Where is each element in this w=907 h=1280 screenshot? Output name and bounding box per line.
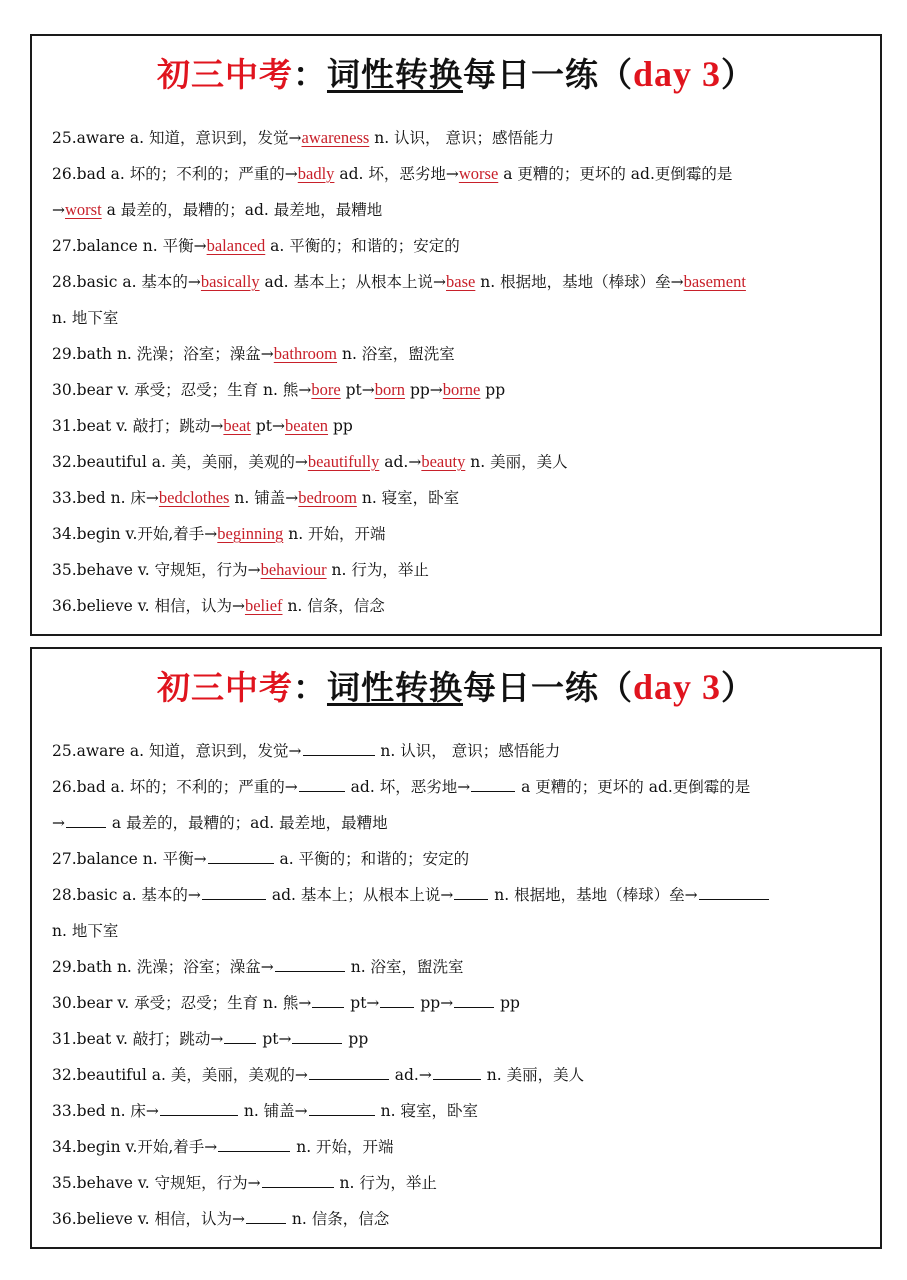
answer-word: beat xyxy=(223,416,251,435)
answer-blank[interactable] xyxy=(454,991,494,1008)
answer-word: base xyxy=(446,272,476,291)
answer-blank[interactable] xyxy=(454,883,488,900)
entry-text: n. 认识， 意识；感悟能力 xyxy=(375,742,561,760)
entry-text: ad. 坏，恶劣地→ xyxy=(334,165,459,183)
entry-text: n. 信条，信念 xyxy=(286,1210,390,1228)
entry-text: n. 美丽，美人 xyxy=(481,1066,585,1084)
exercise-row xyxy=(52,1201,870,1237)
exercise-row xyxy=(52,769,870,805)
entry-text: ad.→ xyxy=(389,1066,432,1084)
entry-text: 31.beat v. 敲打；跳动→ xyxy=(52,417,224,435)
answer-word: basically xyxy=(200,272,260,291)
answer-blank[interactable] xyxy=(208,847,274,864)
entry-text: pp xyxy=(495,994,520,1012)
entry-text: 25.aware a. 知道，意识到，发觉→ xyxy=(52,129,302,147)
answer-key-row xyxy=(52,408,870,444)
title-topic: 词性转换 xyxy=(326,55,463,94)
exercise-row xyxy=(52,1129,870,1165)
answer-key-row xyxy=(52,480,870,516)
answer-key-row xyxy=(52,588,870,624)
entry-text: ad. 基本上；从根本上说→ xyxy=(259,273,447,291)
entry-text: n. 浴室，盥洗室 xyxy=(345,958,464,976)
exercise-row xyxy=(52,1093,870,1129)
entry-text: n. 信条，信念 xyxy=(282,597,385,615)
entry-text: pp→ xyxy=(405,381,443,399)
entry-text: 29.bath n. 洗澡；浴室；澡盆→ xyxy=(52,958,274,976)
answer-key-row xyxy=(52,156,870,192)
answer-blank[interactable] xyxy=(202,883,266,900)
answer-key-row xyxy=(52,552,870,588)
exercise-row xyxy=(52,1057,870,1093)
answer-word: beginning xyxy=(217,524,284,543)
entry-text: a. 平衡的；和谐的；安定的 xyxy=(274,850,470,868)
entry-text: 34.begin v.开始,着手→ xyxy=(52,1138,218,1156)
entry-text: n. 浴室，盥洗室 xyxy=(337,345,455,363)
answer-word: balanced xyxy=(206,236,266,255)
answer-key-row xyxy=(52,336,870,372)
entry-text: 25.aware a. 知道，意识到，发觉→ xyxy=(52,742,302,760)
answer-word: bedclothes xyxy=(158,488,230,507)
entry-text: ad.→ xyxy=(379,453,422,471)
entry-text: 32.beautiful a. 美，美丽，美观的→ xyxy=(52,453,308,471)
title-daily-practice: 每日一练（ xyxy=(462,55,633,94)
entry-text: n. 地下室 xyxy=(52,922,119,940)
answer-key-list xyxy=(52,120,870,624)
entry-text: n. 寝室，卧室 xyxy=(356,489,460,507)
answer-word: badly xyxy=(297,164,335,183)
answer-word: beaten xyxy=(284,416,329,435)
answer-word: awareness xyxy=(301,128,370,147)
entry-text: 27.balance n. 平衡→ xyxy=(52,237,207,255)
answer-key-row xyxy=(52,372,870,408)
entry-text: 36.believe v. 相信，认为→ xyxy=(52,597,245,615)
entry-text: 36.believe v. 相信，认为→ xyxy=(52,1210,245,1228)
answer-word: bedroom xyxy=(298,488,357,507)
entry-text: 30.bear v. 承受；忍受；生育 n. 熊→ xyxy=(52,381,312,399)
title-close-paren: ） xyxy=(721,55,756,94)
exercise-panel xyxy=(30,647,882,1249)
title-colon: ： xyxy=(292,55,327,94)
title-daily-practice: 每日一练（ xyxy=(462,668,633,707)
entry-text: 29.bath n. 洗澡；浴室；澡盆→ xyxy=(52,345,274,363)
exercise-row xyxy=(52,1165,870,1201)
answer-key-row xyxy=(52,228,870,264)
exercise-row xyxy=(52,805,870,841)
entry-text: 33.bed n. 床→ xyxy=(52,489,159,507)
exercise-row xyxy=(52,877,870,913)
entry-text: n. 认识， 意识；感悟能力 xyxy=(369,129,554,147)
exercise-row xyxy=(52,949,870,985)
answer-word: worse xyxy=(458,164,499,183)
exercise-row xyxy=(52,733,870,769)
entry-text: 35.behave v. 守规矩，行为→ xyxy=(52,1174,261,1192)
answer-word: borne xyxy=(442,380,481,399)
entry-text: n. 开始，开端 xyxy=(283,525,386,543)
answer-blank[interactable] xyxy=(309,1099,375,1116)
entry-text: → xyxy=(52,201,65,219)
answer-blank[interactable] xyxy=(303,739,375,756)
title-exam-label: 初三中考 xyxy=(156,55,293,94)
entry-text: pp xyxy=(480,381,506,399)
answer-blank[interactable] xyxy=(312,991,344,1008)
worksheet-title xyxy=(32,663,880,712)
answer-blank[interactable] xyxy=(218,1135,290,1152)
entry-text: n. 地下室 xyxy=(52,309,119,327)
entry-text: pt→ xyxy=(345,994,380,1012)
title-close-paren: ） xyxy=(721,668,756,707)
answer-word: basement xyxy=(683,272,746,291)
entry-text: n. 寝室，卧室 xyxy=(375,1102,478,1120)
entry-text: 26.bad a. 坏的；不利的；严重的→ xyxy=(52,165,298,183)
entry-text: n. 铺盖→ xyxy=(238,1102,308,1120)
entry-text: 31.beat v. 敲打；跳动→ xyxy=(52,1030,224,1048)
exercise-row xyxy=(52,913,870,949)
answer-key-row xyxy=(52,444,870,480)
entry-text: 34.begin v.开始,着手→ xyxy=(52,525,218,543)
answer-word: bathroom xyxy=(273,344,338,363)
answer-blank[interactable] xyxy=(66,811,106,828)
entry-text: a 更糟的；更坏的 ad.更倒霉的是 xyxy=(498,165,733,183)
answer-word: bore xyxy=(311,380,341,399)
exercise-row xyxy=(52,841,870,877)
answer-key-row xyxy=(52,300,870,336)
answer-word: behaviour xyxy=(260,560,327,579)
answer-blank[interactable] xyxy=(262,1171,334,1188)
entry-text: 33.bed n. 床→ xyxy=(52,1102,159,1120)
entry-text: 32.beautiful a. 美，美丽，美观的→ xyxy=(52,1066,308,1084)
entry-text: pt→ xyxy=(257,1030,292,1048)
answer-key-row xyxy=(52,120,870,156)
entry-text: a 最差的，最糟的；ad. 最差地，最糟地 xyxy=(107,814,388,832)
entry-text: 28.basic a. 基本的→ xyxy=(52,273,201,291)
entry-text: n. 美丽，美人 xyxy=(465,453,568,471)
answer-key-row xyxy=(52,192,870,228)
title-day: day 3 xyxy=(632,667,722,707)
entry-text: a 更糟的；更坏的 ad.更倒霉的是 xyxy=(516,778,751,796)
answer-word: worst xyxy=(65,200,102,219)
entry-text: n. 根据地，基地（棒球）垒→ xyxy=(489,886,698,904)
answer-word: beauty xyxy=(421,452,466,471)
answer-blank[interactable] xyxy=(309,1063,389,1080)
exercise-list xyxy=(52,733,870,1237)
answer-blank[interactable] xyxy=(471,775,515,792)
answer-key-panel xyxy=(30,34,882,636)
entry-text: pp xyxy=(328,417,353,435)
answer-word: born xyxy=(374,380,406,399)
entry-text: a 最差的，最糟的；ad. 最差地，最糟地 xyxy=(101,201,383,219)
entry-text: a. 平衡的；和谐的；安定的 xyxy=(265,237,460,255)
answer-blank[interactable] xyxy=(275,955,345,972)
answer-key-row xyxy=(52,516,870,552)
answer-word: beautifully xyxy=(307,452,380,471)
entry-text: 27.balance n. 平衡→ xyxy=(52,850,207,868)
entry-text: 30.bear v. 承受；忍受；生育 n. 熊→ xyxy=(52,994,312,1012)
entry-text: ad. 基本上；从根本上说→ xyxy=(266,886,454,904)
exercise-row xyxy=(52,985,870,1021)
title-exam-label: 初三中考 xyxy=(156,668,293,707)
answer-blank[interactable] xyxy=(292,1027,342,1044)
entry-text: 26.bad a. 坏的；不利的；严重的→ xyxy=(52,778,298,796)
answer-blank[interactable] xyxy=(246,1207,286,1224)
entry-text: n. 行为，举止 xyxy=(334,1174,437,1192)
title-colon: ： xyxy=(292,668,327,707)
answer-blank[interactable] xyxy=(160,1099,238,1116)
answer-key-row xyxy=(52,264,870,300)
entry-text: n. 行为，举止 xyxy=(326,561,429,579)
entry-text: pt→ xyxy=(340,381,375,399)
answer-word: belief xyxy=(244,596,283,615)
entry-text: 35.behave v. 守规矩，行为→ xyxy=(52,561,261,579)
answer-blank[interactable] xyxy=(699,883,769,900)
entry-text: pt→ xyxy=(250,417,285,435)
entry-text: pp→ xyxy=(415,994,454,1012)
entry-text: n. 根据地，基地（棒球）垒→ xyxy=(475,273,684,291)
answer-blank[interactable] xyxy=(380,991,414,1008)
title-topic: 词性转换 xyxy=(326,668,463,707)
answer-blank[interactable] xyxy=(433,1063,481,1080)
entry-text: → xyxy=(52,814,65,832)
worksheet-title xyxy=(32,50,880,99)
answer-blank[interactable] xyxy=(224,1027,256,1044)
entry-text: ad. 坏，恶劣地→ xyxy=(345,778,471,796)
entry-text: pp xyxy=(343,1030,369,1048)
entry-text: n. 开始，开端 xyxy=(291,1138,394,1156)
title-day: day 3 xyxy=(632,54,722,94)
entry-text: 28.basic a. 基本的→ xyxy=(52,886,201,904)
answer-blank[interactable] xyxy=(299,775,345,792)
entry-text: n. 铺盖→ xyxy=(229,489,299,507)
exercise-row xyxy=(52,1021,870,1057)
